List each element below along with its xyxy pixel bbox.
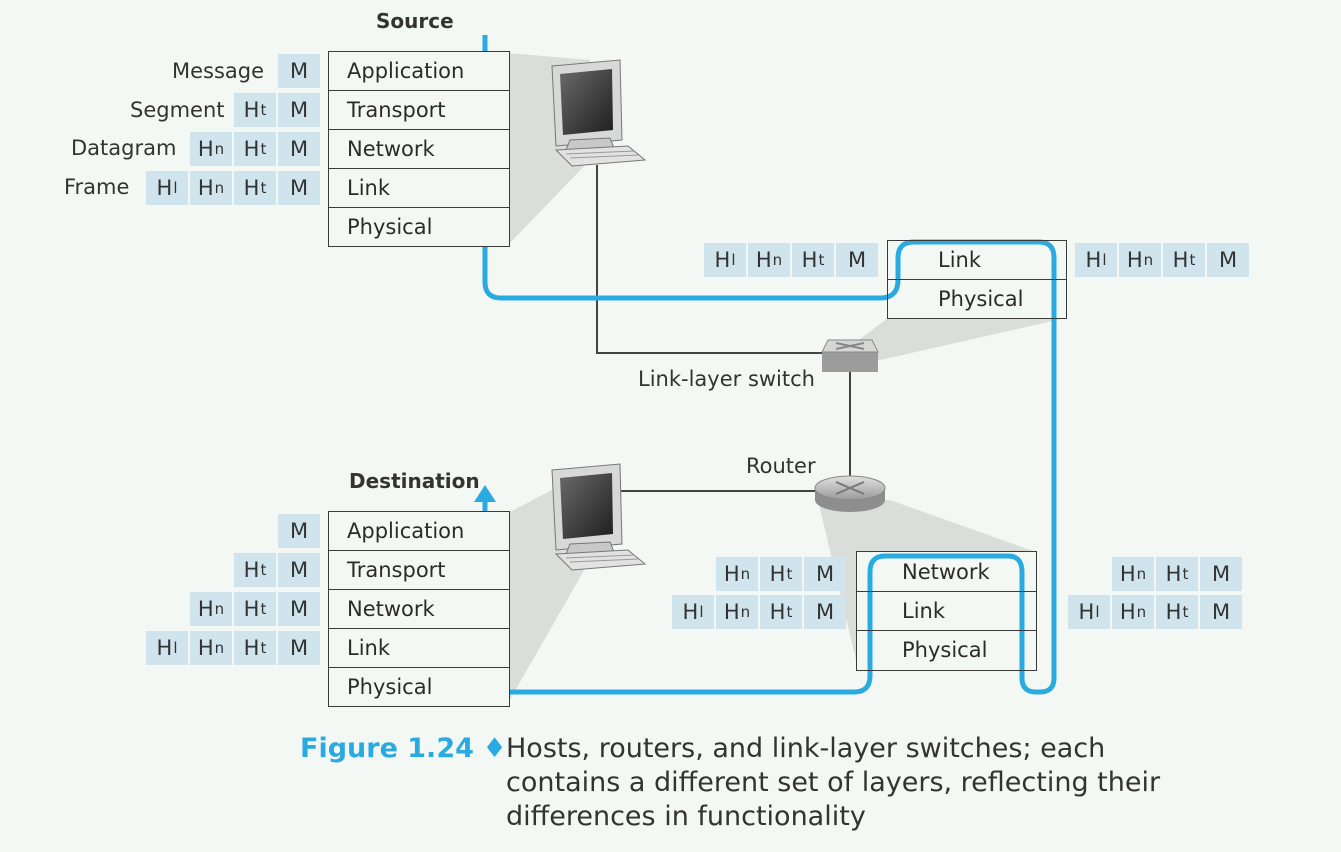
switch-layer-link: Link: [888, 241, 1066, 280]
header-hl: H l: [672, 595, 714, 629]
header-hl: H l: [146, 631, 188, 665]
source-stack: [328, 51, 510, 247]
destination-stack: [328, 511, 510, 707]
router-headers-in-link: [672, 595, 846, 629]
header-hn: H n: [190, 631, 232, 665]
source-headers-link: [146, 171, 320, 205]
source-layer-link: Link: [329, 169, 509, 208]
switch-headers-in: [704, 243, 878, 277]
router-headers-in-network: [716, 557, 846, 591]
header-m: M: [804, 557, 846, 591]
header-hn: H n: [190, 132, 232, 166]
header-ht: H t: [1156, 595, 1198, 629]
header-hn: H n: [748, 243, 790, 277]
router-headers-out-network: [1112, 557, 1242, 591]
router-icon: [815, 476, 885, 512]
header-ht: H t: [234, 93, 276, 127]
pdu-label-segment: Segment: [130, 98, 225, 122]
header-m: M: [1200, 557, 1242, 591]
switch-label: Link-layer switch: [638, 367, 815, 391]
source-computer-icon: [552, 60, 645, 166]
header-ht: H t: [1156, 557, 1198, 591]
router-layer-link: Link: [857, 592, 1036, 631]
router-stack: [856, 551, 1037, 671]
source-title: Source: [376, 9, 454, 33]
switch-icon: [822, 340, 878, 372]
header-ht: H t: [792, 243, 834, 277]
header-hl: H l: [704, 243, 746, 277]
header-m: M: [278, 132, 320, 166]
destination-title: Destination: [349, 469, 480, 493]
dest-layer-network: Network: [329, 590, 509, 629]
pdu-label-datagram: Datagram: [71, 136, 177, 160]
switch-layer-physical: Physical: [938, 287, 1024, 311]
header-m: M: [278, 592, 320, 626]
dest-headers-transport: [234, 553, 320, 587]
caption-bullet: ♦: [482, 733, 507, 764]
header-ht: H t: [760, 557, 802, 591]
source-headers-transport: [234, 93, 320, 127]
router-layer-network: Network: [857, 552, 1036, 592]
source-layer-network: Network: [329, 130, 509, 169]
dest-headers-network: [190, 592, 320, 626]
header-hn: H n: [1112, 557, 1154, 591]
source-headers-application: [278, 54, 320, 88]
dest-layer-physical: Physical: [347, 674, 433, 699]
header-hl: H l: [1075, 243, 1117, 277]
pdu-label-message: Message: [172, 59, 265, 83]
router-headers-out-link: [1068, 595, 1242, 629]
header-m: M: [1207, 243, 1249, 277]
pdu-label-frame: Frame: [64, 175, 130, 199]
dest-headers-application: [278, 514, 320, 548]
header-hn: H n: [1112, 595, 1154, 629]
header-ht: H t: [234, 592, 276, 626]
header-m: M: [278, 54, 320, 88]
dest-layer-transport: Transport: [329, 551, 509, 590]
header-hn: H n: [190, 171, 232, 205]
switch-headers-out: [1075, 243, 1249, 277]
switch-stack: [887, 240, 1067, 319]
caption-text: Hosts, routers, and link-layer switches; each contains a different set of layers, reflecting their differences in functionality: [506, 733, 1161, 832]
destination-computer-icon: [552, 464, 645, 570]
figure-caption: [300, 732, 1300, 832]
header-m: M: [1200, 595, 1242, 629]
header-ht: H t: [234, 171, 276, 205]
source-headers-network: [190, 132, 320, 166]
header-ht: H t: [234, 132, 276, 166]
header-hl: H l: [1068, 595, 1110, 629]
header-m: M: [804, 595, 846, 629]
source-layer-transport: Transport: [329, 91, 509, 130]
figure-number: Figure 1.24: [300, 733, 474, 764]
source-layer-application: Application: [329, 52, 509, 91]
header-ht: H t: [234, 631, 276, 665]
header-ht: H t: [234, 553, 276, 587]
dest-layer-link: Link: [329, 629, 509, 668]
source-layer-physical: Physical: [347, 214, 433, 239]
header-hl: H l: [146, 171, 188, 205]
header-m: M: [278, 553, 320, 587]
header-hn: H n: [190, 592, 232, 626]
header-hn: H n: [716, 595, 758, 629]
header-m: M: [836, 243, 878, 277]
router-layer-physical: Physical: [902, 638, 988, 662]
dest-layer-application: Application: [329, 512, 509, 551]
header-m: M: [278, 93, 320, 127]
header-m: M: [278, 514, 320, 548]
header-ht: H t: [1163, 243, 1205, 277]
router-label: Router: [746, 454, 816, 478]
header-m: M: [278, 631, 320, 665]
header-ht: H t: [760, 595, 802, 629]
header-hn: H n: [716, 557, 758, 591]
dest-headers-link: [146, 631, 320, 665]
header-hn: H n: [1119, 243, 1161, 277]
header-m: M: [278, 171, 320, 205]
